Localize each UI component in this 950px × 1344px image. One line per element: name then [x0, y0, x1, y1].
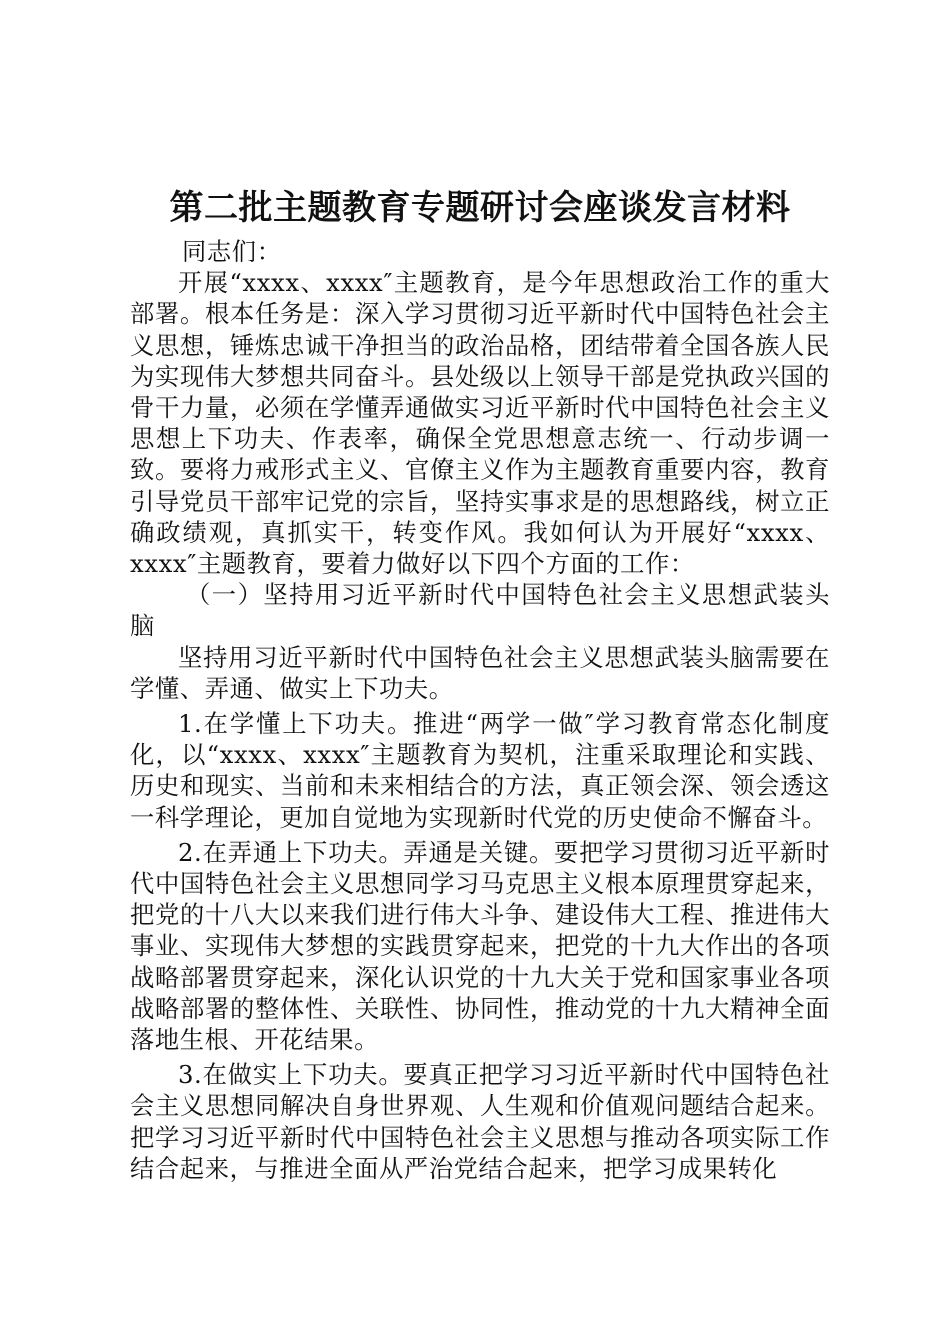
document-title: 第二批主题教育专题研讨会座谈发言材料 [169, 188, 791, 228]
intro-paragraph: 开展“xxxx、xxxx″主题教育，是今年思想政治工作的重大部署。根本任务是：深入学习贯彻习近平新时代中国特色社会主义思想，锤炼忠诚干净担当的政治品格，团结带着全国各族人民为实现伟大梦想共同奋斗。县处级以上领导干部是党执政兴国的骨干力量，必须在学懂弄通做实习近平新时代中国特色社会主义思想上下功夫、作表率，确保全党思想意志统一、行动步调一致。要将力戒形式主义、官僚主义作为主题教育重要内容，教育引导党员干部牢记党的宗旨，坚持实事求是的思想路线，树立正确政绩观，真抓实干，转变作风。我如何认为开展好“xxxx、xxxx″主题教育，要着力做好以下四个方面的工作： [130, 268, 830, 579]
list-item-2: 2.在弄通上下功夫。弄通是关键。要把学习贯彻习近平新时代中国特色社会主义思想同学习马克思主义根本原理贯穿起来，把党的十八大以来我们进行伟大斗争、建设伟大工程、推进伟大事业、实现伟大梦想的实践贯穿起来，把党的十九大作出的各项战略部署贯穿起来，深化认识党的十九大关于党和国家事业各项战略部署的整体性、关联性、协同性，推动党的十九大精神全面落地生根、开花结果。 [130, 837, 830, 1055]
section-heading-1: （一）坚持用习近平新时代中国特色社会主义思想武装头脑 [130, 580, 830, 641]
list-item-3: 3.在做实上下功夫。要真正把学习习近平新时代中国特色社会主义思想同解决自身世界观、人生观和价值观问题结合起来。把学习习近平新时代中国特色社会主义思想与推动各项实际工作结合起来，与推进全面从严治党结合起来，把学习成果转化 [130, 1060, 830, 1183]
document-body [130, 236, 830, 1184]
list-item-1: 1.在学懂上下功夫。推进“两学一做″学习教育常态化制度化，以“xxxx、xxxx″主题教育为契机，注重采取理论和实践、历史和现实、当前和未来相结合的方法，真正领会深、领会透这一科学理论，更加自觉地为实现新时代党的历史使命不懈奋斗。 [130, 709, 830, 832]
section-intro-paragraph: 坚持用习近平新时代中国特色社会主义思想武装头脑需要在学懂、弄通、做实上下功夫。 [130, 642, 830, 703]
salutation: 同志们： [182, 237, 282, 266]
